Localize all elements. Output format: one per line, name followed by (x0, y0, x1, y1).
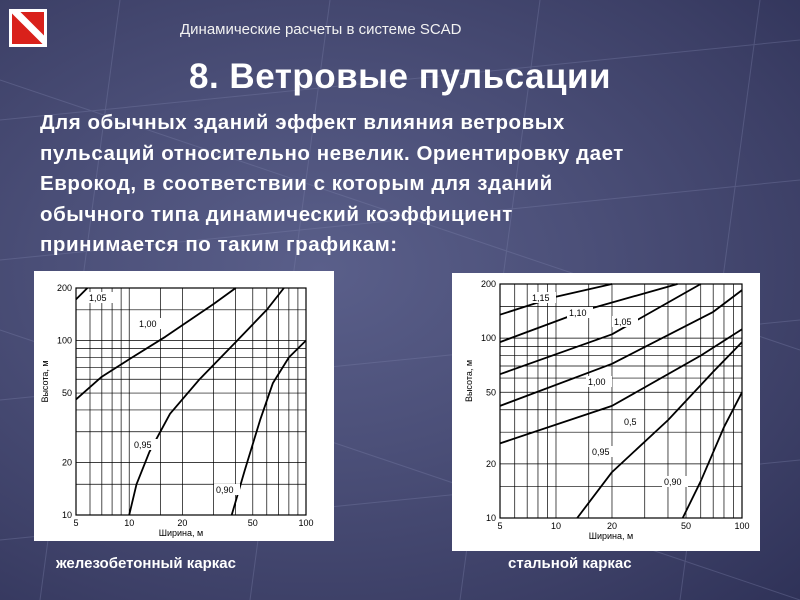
y-axis-label: Высота, м (40, 360, 50, 403)
y-tick-label: 20 (61, 457, 72, 468)
slide-title: 8. Ветровые пульсации (189, 57, 611, 96)
x-tick-label: 100 (298, 518, 314, 528)
chart-panel-right (452, 273, 760, 551)
plot-frame (76, 288, 306, 515)
y-tick-label: 200 (480, 279, 496, 289)
series-label: 0,95 (592, 447, 610, 457)
x-tick-label: 100 (734, 521, 750, 531)
caption-steel: стальной каркас (508, 555, 632, 572)
x-tick-label: 5 (73, 518, 79, 528)
series-label: 1,00 (588, 377, 606, 387)
caption-concrete: железобетонный каркас (56, 555, 236, 572)
x-tick-label: 20 (606, 521, 617, 531)
y-axis-label: Высота, м (464, 359, 474, 403)
y-tick-label: 20 (485, 458, 496, 469)
logo-mark (12, 12, 44, 44)
y-tick-label: 50 (485, 387, 496, 398)
series-line (232, 341, 306, 516)
y-tick-label: 100 (480, 333, 496, 344)
paragraph-line: Для обычных зданий эффект влияния ветровых (40, 111, 565, 134)
series-line (76, 288, 87, 299)
series-label: 1,05 (614, 317, 632, 327)
x-axis-label: Ширина, м (158, 528, 204, 538)
x-tick-label: 50 (680, 521, 692, 531)
logo (9, 9, 47, 47)
series-label: 1,00 (139, 319, 157, 329)
chart-concrete-frame (34, 271, 334, 541)
y-tick-label: 10 (61, 510, 72, 520)
paragraph-line: обычного типа динамический коэффициент (40, 202, 513, 226)
series-label: 1,15 (532, 293, 550, 303)
x-tick-label: 10 (550, 521, 562, 531)
x-tick-label: 20 (177, 518, 188, 528)
header-text: Динамические расчеты в системе SCAD (180, 21, 462, 38)
x-tick-label: 5 (497, 521, 503, 531)
x-tick-label: 50 (247, 518, 258, 528)
series-label: 1,10 (569, 308, 587, 318)
y-tick-label: 200 (56, 283, 72, 293)
series-line (500, 290, 742, 406)
paragraph-line: Еврокод, в соответствии с которым для зданий (40, 172, 553, 195)
series-label: 0,5 (624, 417, 637, 427)
paragraph-line: принимается по таким графикам: (40, 233, 398, 256)
chart-panel-left (34, 271, 334, 541)
y-tick-label: 100 (56, 335, 72, 346)
series-label: 0,95 (134, 440, 152, 450)
series-label: 0,90 (664, 477, 682, 487)
chart-steel-frame (452, 273, 760, 551)
paragraph-line: пульсаций относительно невелик. Ориентировку дает (40, 141, 624, 165)
chart-gridlines (76, 288, 306, 515)
y-tick-label: 50 (61, 388, 72, 399)
series-line (76, 288, 236, 399)
series-label: 1,05 (89, 293, 107, 303)
series-label: 0,90 (216, 485, 234, 495)
body-paragraph (40, 108, 780, 261)
series-line (683, 392, 742, 518)
x-axis-label: Ширина, м (588, 531, 634, 541)
x-tick-label: 10 (124, 518, 135, 528)
y-tick-label: 10 (485, 513, 496, 523)
